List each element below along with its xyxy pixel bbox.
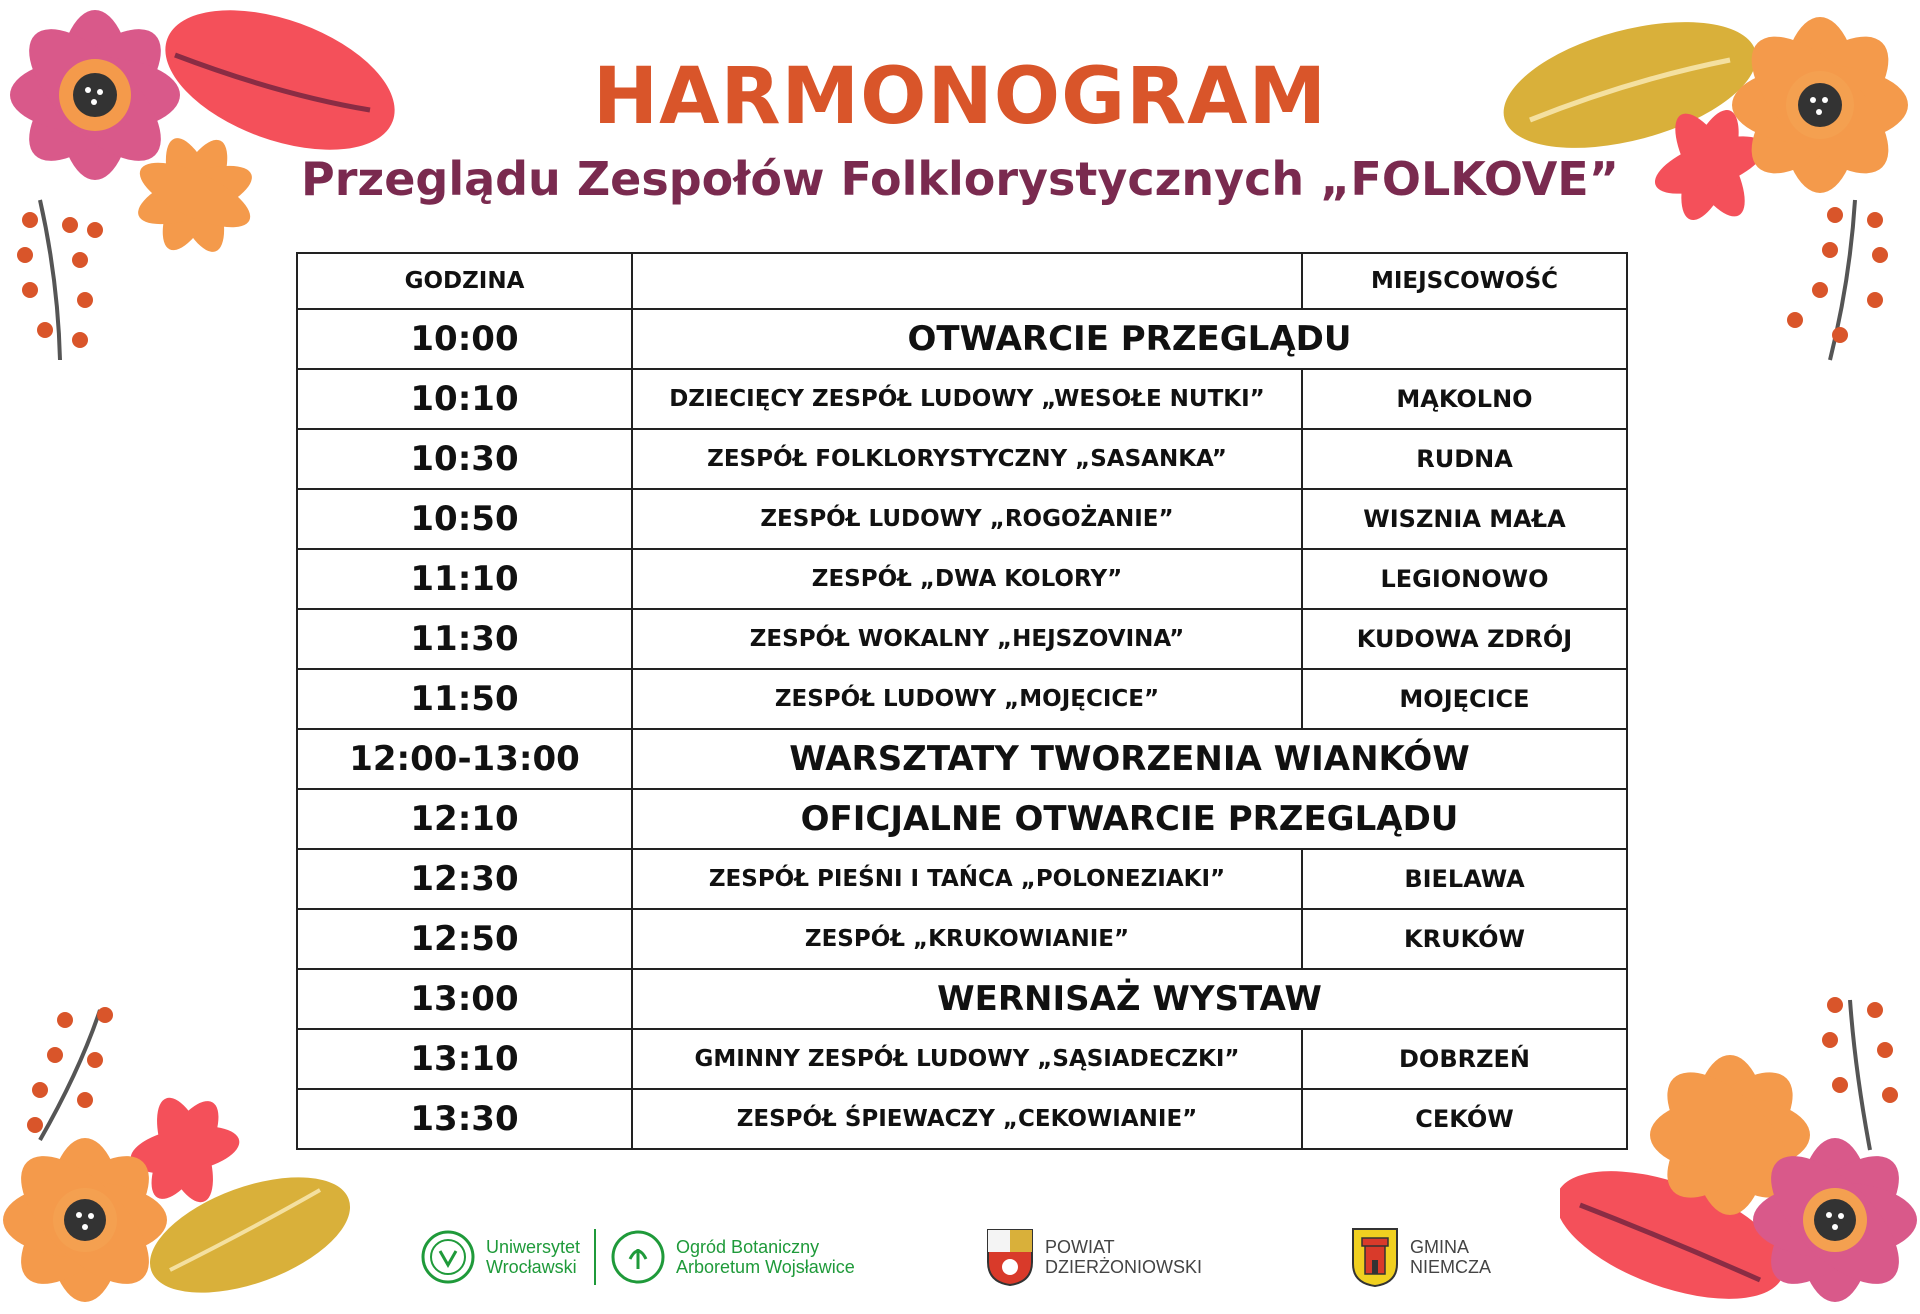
row-ensemble-name: ZESPÓŁ FOLKLORYSTYCZNY „SASANKA” xyxy=(632,429,1302,489)
table-row xyxy=(297,669,1627,729)
table-row xyxy=(297,609,1627,669)
row-event: WERNISAŻ WYSTAW xyxy=(632,969,1627,1029)
row-place: MOJĘCICE xyxy=(1302,669,1627,729)
table-row xyxy=(297,1029,1627,1089)
gmina-name-line1: GMINA xyxy=(1410,1237,1470,1257)
row-place: KRUKÓW xyxy=(1302,909,1627,969)
garden-name-line1: Ogród Botaniczny xyxy=(676,1237,820,1257)
row-ensemble-name: ZESPÓŁ WOKALNY „HEJSZOVINA” xyxy=(632,609,1302,669)
row-time: 10:00 xyxy=(297,309,632,369)
university-name-line1: Uniwersytet xyxy=(486,1237,581,1257)
row-ensemble-name: ZESPÓŁ LUDOWY „MOJĘCICE” xyxy=(632,669,1302,729)
logo-university xyxy=(420,1222,855,1292)
table-row xyxy=(297,969,1627,1029)
row-event: OTWARCIE PRZEGLĄDU xyxy=(632,309,1627,369)
university-name-line2: Wrocławski xyxy=(486,1257,577,1277)
table-header-row xyxy=(297,253,1627,309)
table-row xyxy=(297,909,1627,969)
row-event: WARSZTATY TWORZENIA WIANKÓW xyxy=(632,729,1627,789)
row-time: 11:50 xyxy=(297,669,632,729)
gmina-name-line2: NIEMCZA xyxy=(1410,1257,1491,1277)
page-subtitle: Przeglądu Zespołów Folklorystycznych „FOLKOVE” xyxy=(301,152,1619,206)
logo-divider xyxy=(594,1229,596,1285)
row-time: 10:10 xyxy=(297,369,632,429)
column-header-name xyxy=(632,253,1302,309)
row-ensemble-name: ZESPÓŁ ŚPIEWACZY „CEKOWIANIE” xyxy=(632,1089,1302,1149)
row-place: MĄKOLNO xyxy=(1302,369,1627,429)
column-header-time: GODZINA xyxy=(297,253,632,309)
row-ensemble-name: ZESPÓŁ LUDOWY „ROGOŻANIE” xyxy=(632,489,1302,549)
powiat-name-line1: POWIAT xyxy=(1045,1237,1115,1257)
row-place: LEGIONOWO xyxy=(1302,549,1627,609)
row-ensemble-name: ZESPÓŁ „KRUKOWIANIE” xyxy=(632,909,1302,969)
row-time: 10:50 xyxy=(297,489,632,549)
row-time: 12:50 xyxy=(297,909,632,969)
row-ensemble-name: ZESPÓŁ PIEŚNI I TAŃCA „POLONEZIAKI” xyxy=(632,849,1302,909)
page-title: HARMONOGRAM xyxy=(592,52,1328,142)
table-row xyxy=(297,789,1627,849)
row-ensemble-name: ZESPÓŁ „DWA KOLORY” xyxy=(632,549,1302,609)
row-place: RUDNA xyxy=(1302,429,1627,489)
row-time: 12:30 xyxy=(297,849,632,909)
table-row xyxy=(297,729,1627,789)
schedule-table xyxy=(296,252,1628,1150)
row-time: 13:30 xyxy=(297,1089,632,1149)
university-emblem-icon xyxy=(420,1229,476,1285)
table-row xyxy=(297,489,1627,549)
row-time: 10:30 xyxy=(297,429,632,489)
logo-powiat xyxy=(985,1222,1202,1292)
garden-name-line2: Arboretum Wojsławice xyxy=(676,1257,855,1277)
gmina-coat-of-arms-icon xyxy=(1350,1226,1400,1288)
row-place: BIELAWA xyxy=(1302,849,1627,909)
row-place: KUDOWA ZDRÓJ xyxy=(1302,609,1627,669)
row-ensemble-name: DZIECIĘCY ZESPÓŁ LUDOWY „WESOŁE NUTKI” xyxy=(632,369,1302,429)
table-row xyxy=(297,369,1627,429)
table-row xyxy=(297,1089,1627,1149)
table-row xyxy=(297,429,1627,489)
row-event: OFICJALNE OTWARCIE PRZEGLĄDU xyxy=(632,789,1627,849)
row-ensemble-name: GMINNY ZESPÓŁ LUDOWY „SĄSIADECZKI” xyxy=(632,1029,1302,1089)
table-row xyxy=(297,849,1627,909)
row-time: 13:10 xyxy=(297,1029,632,1089)
row-time: 13:00 xyxy=(297,969,632,1029)
column-header-place: MIEJSCOWOŚĆ xyxy=(1302,253,1627,309)
table-row xyxy=(297,549,1627,609)
row-time: 11:10 xyxy=(297,549,632,609)
row-place: DOBRZEŃ xyxy=(1302,1029,1627,1089)
row-time: 12:00-13:00 xyxy=(297,729,632,789)
logo-gmina xyxy=(1350,1222,1491,1292)
row-time: 12:10 xyxy=(297,789,632,849)
row-place: WISZNIA MAŁA xyxy=(1302,489,1627,549)
powiat-coat-of-arms-icon xyxy=(985,1227,1035,1287)
powiat-name-line2: DZIERŻONIOWSKI xyxy=(1045,1257,1202,1277)
row-time: 11:30 xyxy=(297,609,632,669)
table-row xyxy=(297,309,1627,369)
row-place: CEKÓW xyxy=(1302,1089,1627,1149)
botanic-garden-emblem-icon xyxy=(610,1229,666,1285)
